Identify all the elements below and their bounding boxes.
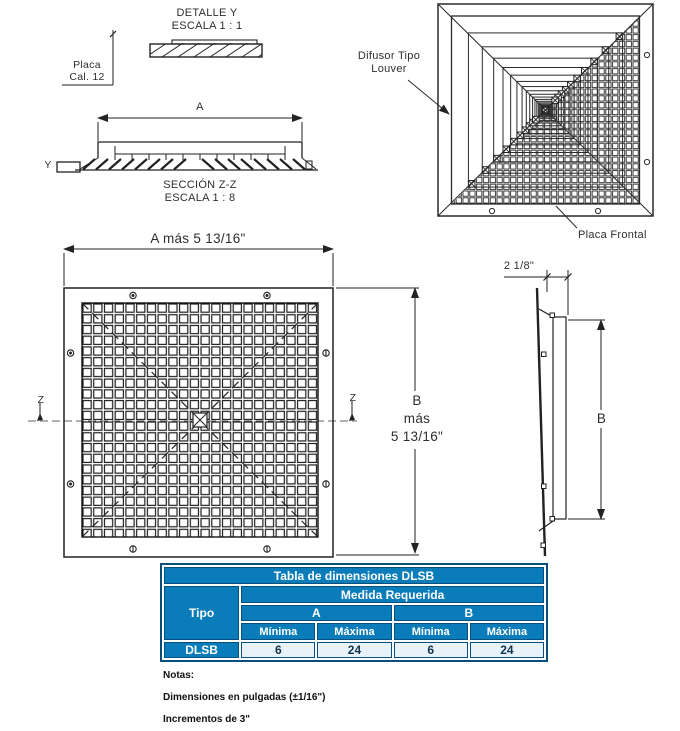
- table-value-a-max: 24: [317, 642, 391, 658]
- front-height-dimension: [386, 392, 448, 446]
- difusor-label-line2: Louver: [371, 63, 407, 75]
- note-line-1: Dimensiones en pulgadas (±1/16"): [163, 692, 326, 703]
- table-col-tipo: Tipo: [164, 586, 239, 640]
- section-cut-marker-left: Z: [37, 394, 45, 406]
- difusor-tipo-louver-label: [348, 50, 430, 76]
- front-width-dimension: A más 5 13/16": [150, 231, 246, 246]
- difusor-label-line1: Difusor Tipo: [357, 50, 421, 62]
- section-cut-marker-right: Z: [349, 392, 357, 404]
- detail-title-line1: DETALLE Y: [176, 7, 238, 19]
- table-value-a-min: 6: [241, 642, 315, 658]
- table-col-a: A: [241, 605, 391, 621]
- front-view-drawing: [28, 249, 419, 557]
- front-height-dim-line2: más: [403, 411, 431, 426]
- table-value-b-min: 6: [394, 642, 468, 658]
- table-subheader-b-max: Máxima: [470, 623, 544, 640]
- detail-view-title: [146, 7, 268, 33]
- section-dim-a-label: A: [196, 101, 204, 113]
- table-subheader-a-max: Máxima: [317, 623, 391, 640]
- table-row: [164, 642, 544, 658]
- section-title-line1: SECCIÓN Z-Z: [163, 179, 237, 191]
- section-zz-drawing: [57, 118, 318, 172]
- section-marker-y-label: Y: [44, 159, 52, 171]
- placa-frontal-label: Placa Frontal: [578, 229, 647, 241]
- table-title: Tabla de dimensiones DLSB: [164, 567, 544, 584]
- dimensions-table: [160, 563, 548, 662]
- detail-title-line2: ESCALA 1 : 1: [171, 20, 243, 32]
- section-view-title: [138, 179, 262, 205]
- note-line-2: Incrementos de 3": [163, 714, 250, 725]
- table-value-b-max: 24: [470, 642, 544, 658]
- table-medida-requerida: Medida Requerida: [241, 586, 544, 603]
- placa-cal12-label: [62, 59, 112, 83]
- front-height-dim-line3: 5 13/16": [390, 429, 444, 444]
- table-col-b: B: [394, 605, 544, 621]
- table-subheader-b-min: Mínima: [394, 623, 468, 640]
- side-view-drawing: [504, 270, 605, 556]
- section-title-line2: ESCALA 1 : 8: [164, 192, 236, 204]
- placa-label-line1: Placa: [73, 59, 101, 71]
- table-subheader-a-min: Mínima: [241, 623, 315, 640]
- front-height-dim-line1: B: [412, 393, 422, 408]
- side-height-dimension: B: [594, 410, 609, 428]
- side-depth-dimension: 2 1/8": [503, 260, 535, 272]
- placa-label-line2: Cal. 12: [69, 71, 105, 83]
- notes-heading: Notas:: [163, 670, 195, 681]
- table-row-tipo: DLSB: [164, 642, 239, 658]
